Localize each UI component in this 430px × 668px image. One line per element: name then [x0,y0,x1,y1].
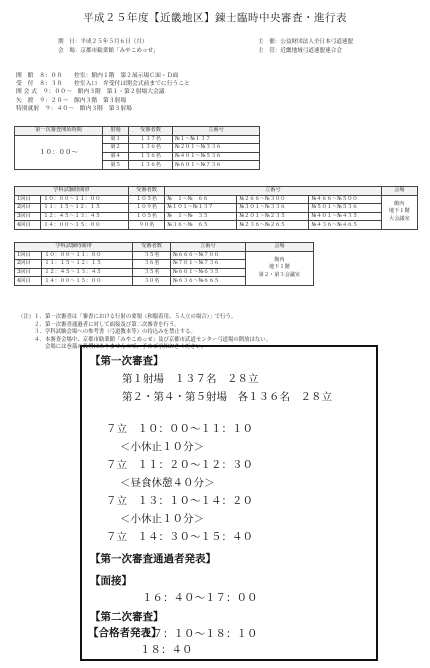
table-row [15,135,260,144]
number-cell: №４０１～№４３５ [309,212,381,221]
note-line: ２．第一次審査通過者に対して面接及び第二次審査を行う。 [18,321,180,328]
round-cell: 3回目 [15,212,41,221]
count-cell: ３５名 [133,251,171,260]
number-cell: №４０１～№５３６ [172,152,259,161]
table-row [15,221,418,230]
number-cell: №６０１～№７３６ [172,161,259,170]
number-cell: №２６６～№３００ [237,195,309,204]
number-cell: №２０１～№３３６ [172,144,259,153]
section-heading: 【第二次審査】 [90,611,164,623]
table-row [15,204,418,213]
venue-cell [381,195,417,229]
box-line: ＜小休止１０分＞ [120,513,204,525]
section-heading: 【面接】 [90,575,132,587]
time-cell: １１：１５～１２：１５ [41,204,129,213]
round-cell: 1回目 [15,251,42,260]
number-cell: №３０１～№３３６ [237,204,309,213]
box-line: １６：４０～１７：００ [142,592,258,604]
box-line: ＜昼食休憩４０分＞ [120,477,215,489]
range-cell: 第２ [102,144,128,153]
note-line: 会場には巻藁の設置はありませんので、予めご承知おきください。 [18,344,207,351]
table-row [15,251,314,260]
box-line: ７立 １３：１０～１４：２０ [106,495,253,507]
note-line: （注）１．第一次審査は「審査における行射の要領（和服着用、５人立の場合）」で行う。 [18,314,237,320]
timetable-box [80,345,378,661]
table-header: 立番号 [165,187,381,196]
venue-cell [245,251,313,285]
schedule-line: 開 会 式 ９：００～ 館内３階 第１・第２射場大会議 [16,89,165,96]
table-header: 会場 [245,243,313,252]
venue-line: 第２・第３会議室 [258,272,301,279]
box-line: １７：１０～１８：１０ [142,628,258,640]
number-cell: №１～№１３７ [172,135,259,144]
round-cell: 3回目 [15,268,42,277]
count-cell: ３５名 [133,268,171,277]
table-row [15,212,418,221]
number-cell: №７０１～№７３６ [170,260,245,269]
written-exam-table-main [14,186,418,230]
day-schedule [16,72,190,113]
table-header: 射場 [102,127,128,136]
venue-line: 館内 [274,256,285,263]
note-line: ４．本審査会場中、京都市勧業館「みやこめっせ」及び京都市武道センター弓道場の開放はない。 [18,336,272,343]
first-exam-table [14,126,260,170]
table-header: 受審者数 [128,187,164,196]
box-line: ＜小休止１０分＞ [120,441,204,453]
count-cell: １０５名 [128,212,164,221]
number-cell: №６０１～№６３５ [170,268,245,277]
schedule-line: 矢 渡 ９：２０～ 館内３階 第３射場 [16,97,127,104]
number-cell: №４３６～№４６５ [309,221,381,230]
range-cell: 第４ [102,152,128,161]
range-cell: 第５ [102,161,128,170]
round-cell: 4回目 [15,221,41,230]
time-cell: １１：１５～１２：１５ [42,260,133,269]
section-heading: 【合格者発表】 [88,627,162,639]
box-line: 第１射場 １３７名 ２８立 [122,373,259,385]
schedule-line: 特別就射 ９：４０～ 館内３階 第３射場 [16,105,132,112]
table-header: 学科試験時間帯 [15,243,133,252]
time-cell: １４：００～１５：００ [42,277,133,286]
section-heading: 【第一次審査】 [90,355,164,367]
box-line: ７立 １０：００～１１：１０ [106,423,253,435]
event-venue: 会 場：京都市勧業館「みやこめっせ」 [58,48,159,54]
event-info-right [258,38,353,56]
schedule-line: 受 付 ８：３０ 控室入口 弁受付は開会式前までに行うこと [16,81,190,88]
round-cell: 2回目 [15,204,41,213]
count-cell: １３７名 [129,135,173,144]
written-exam-table-secondary [14,242,314,286]
count-cell: １３６名 [129,144,173,153]
venue-line: 地下１階 [269,264,290,271]
time-cell: １０：００～１１：００ [41,195,129,204]
number-cell: № １～№ ３５ [165,212,237,221]
table-header: 立番号 [170,243,245,252]
venue-line: 館内 [394,200,405,207]
document-title: 平成２５年度【近畿地区】錬士臨時中央審査・進行表 [83,12,347,24]
table-header: 受審者数 [133,243,171,252]
box-line: ７立 １１：２０～１２：３０ [106,459,253,471]
first-exam-start-time: １０：００～ [15,135,103,169]
number-cell: №６３６～№６６５ [170,277,245,286]
box-line: 第２・第４・第５射場 各１３６名 ２８立 [122,391,332,403]
box-line: １８：４０ [140,644,193,656]
count-cell: １３６名 [129,152,173,161]
table-header: 会場 [381,187,417,196]
time-cell: １４：００～１５：００ [41,221,129,230]
event-organizer: 主 管：近畿地域弓道連盟連合会 [258,48,342,54]
number-cell: №３６～№ ６５ [165,221,237,230]
round-cell: 2回目 [15,260,42,269]
table-header: 受審者数 [129,127,173,136]
number-cell: №６６６～№７００ [170,251,245,260]
count-cell: １３６名 [129,161,173,170]
event-info-left [58,38,159,56]
number-cell: №２０１～№２３５ [237,212,309,221]
count-cell: ３０名 [133,277,171,286]
table-header: 学科試験時間帯 [15,187,129,196]
section-heading: 【第一次審査通過者発表】 [90,553,216,565]
table-header: 立番号 [172,127,259,136]
table-row [15,195,418,204]
range-cell: 第１ [102,135,128,144]
count-cell: １０９名 [128,204,164,213]
round-cell: 4回目 [15,277,42,286]
number-cell: №４６６～№５００ [309,195,381,204]
box-line: ７立 １４：３０～１５：４０ [106,531,253,543]
venue-line: 大会議室 [388,216,410,223]
number-cell: №５０１～№５３６ [309,204,381,213]
count-cell: １０５名 [128,195,164,204]
schedule-line: 開 館 ８：００ 控室：館内１階 第２展示場Ｃ面・Ｄ面 [16,73,179,79]
event-date: 期 日：平成２５年５月６日（月） [58,39,148,45]
time-cell: １０：００～１１：００ [42,251,133,260]
venue-line: 地下１階 [388,208,410,215]
number-cell: № １～№ ６６ [165,195,237,204]
time-cell: １２：４５～１３：４５ [42,268,133,277]
time-cell: １２：４５～１３：４５ [41,212,129,221]
count-cell: ９０名 [128,221,164,230]
round-cell: 1回目 [15,195,41,204]
number-cell: №２３６～№２６５ [237,221,309,230]
count-cell: ３６名 [133,260,171,269]
note-line: ３．学科試験会場への参考書（弓道教本等）の持込みを禁止する。 [18,329,196,336]
number-cell: №１０１～№１３７ [165,204,237,213]
event-host: 主 催：公益財団法人全日本弓道連盟 [258,39,354,45]
table-header: 第一次審査開始時間 [15,127,103,136]
